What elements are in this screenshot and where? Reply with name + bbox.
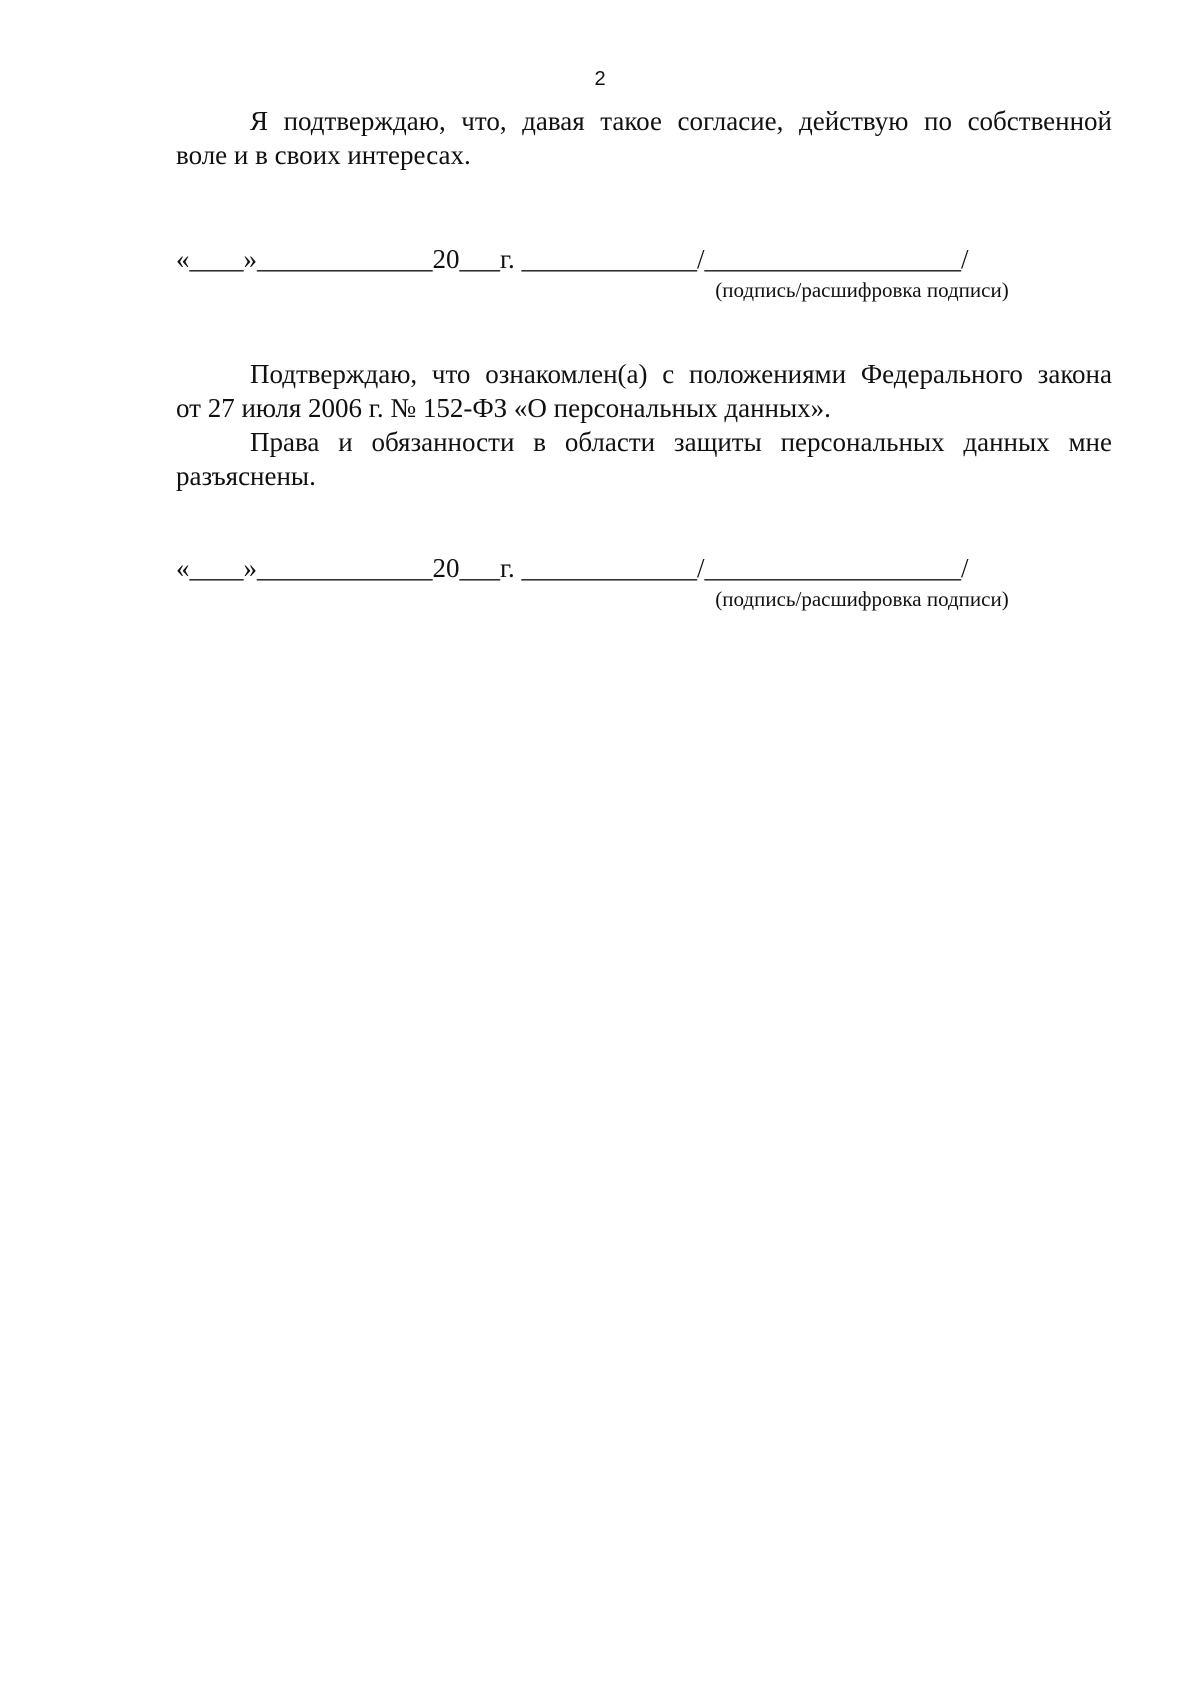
consent-line-2: воле и в своих интересах. [176, 140, 471, 170]
signature-caption-1: (подпись/расшифровка подписи) [715, 278, 1009, 302]
acknowledgement-line-1: Подтверждаю, что ознакомлен(а) с положениями Федерального закона [250, 359, 1112, 389]
signature-line-1: «____»_____________20___г. _____________/___________________/ [176, 244, 969, 274]
acknowledgement-line-2: от 27 июля 2006 г. № 152-ФЗ «О персональных данных». [176, 393, 831, 423]
acknowledgement-paragraph [176, 357, 1112, 493]
signature-line-2: «____»_____________20___г. _____________/___________________/ [176, 553, 969, 583]
rights-line-1: Права и обязанности в области защиты персональных данных мне [250, 427, 1112, 457]
consent-line-1: Я подтверждаю, что, давая такое согласие, действую по собственной [250, 106, 1112, 136]
consent-paragraph [176, 104, 1112, 172]
page-number: 2 [594, 68, 606, 90]
signature-caption-2: (подпись/расшифровка подписи) [715, 587, 1009, 611]
rights-line-2: разъяснены. [176, 461, 316, 491]
